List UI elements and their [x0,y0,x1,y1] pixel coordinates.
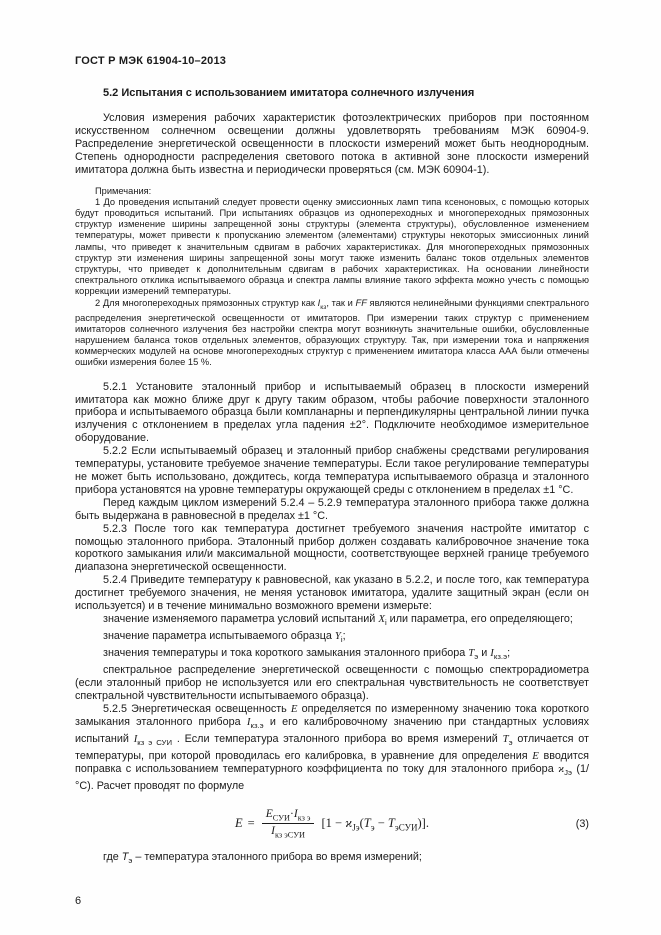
paragraph-5-2-2-equilibrium: Перед каждым циклом измерений 5.2.4 – 5.2.9 температура эталонного прибора также должна быть выдержана в равновесной в пределах ±1 °С. [75,496,589,522]
measurement-list [75,613,589,703]
formula-expression [235,808,429,840]
list-item: спектральное распределение энергетической освещенности с помощью спектрорадиометра (если эталонный прибор не используется или его спектральная чувствительность не соответствует спектральной чувствительности испытываемого образца). [75,664,589,702]
paragraph-5-2-5: 5.2.5 Энергетическая освещенность Е определяется по измеренному значению тока короткого замыкания эталонного прибора $I_{кз.э}$ и его калибровочному значению при стандартных условиях испытаний $I_{кз э СУИ}$ . Если температура эталонного прибора во время измерений $Т_э$ отличается от температуры, при которой проводилась его калибровка, в уравнение для определения Е вводится поправка с использованием температурного коэффициента по току для эталонного прибора $ϰ_{Jэ}$ (1/°С). Расчет проводят по формуле [75,702,590,792]
formula-tail: $[1 - ϰ_{Jэ}(Т_э - Т_{эСУИ})]$. [321,815,429,833]
standard-number-header: ГОСТ Р МЭК 61904-10–2013 [75,55,227,67]
formula-lhs: E [235,816,243,831]
note-1: 1 До проведения испытаний следует провести оценку эмиссионных ламп типа ксеноновых, с помощью которых будут проводиться испытаний. При испытаниях образцов из однопереходных и многопереходных прямозонных структур изменение ширины запрещенной зоны структуры (элемента структуры), обусловленное изменением температуры, может привести к пропусканию элементом (элементами) структуры некоторых эмиссионных линий лампы, что приведет к значительным сдвигам в рабочих характеристиках. Для многопереходных прямозонных структур эти изменения ширины запрещенной зоны могут также изменить баланс токов отдельных элементов структуры, что приведет к дополнительным сдвигам в рабочих характеристиках. На основании линейности спектрального отклика испытываемого образца и спектра лампы влияние такого эффекта можно учесть с помощью коррекции измерений температуры. [75,196,589,297]
formula-equals: = [247,816,255,831]
section-5-2-title: 5.2 Испытания с использованием имитатора солнечного излучения [103,87,475,99]
page-number: 6 [75,895,82,907]
notes-label: Примечания: [95,185,152,196]
where-clause: где $Т_э$ – температура эталонного прибора во время измерений; [103,850,422,865]
fraction-denominator: $I_{кз эСУИ}$ [271,825,306,840]
paragraph-5-2-2: 5.2.2 Если испытываемый образец и эталонный прибор снабжены средствами регулирования температуры, установите требуемое значение температуры. Если такое регулирование температуры не может быть использовано, дождитесь, когда температура испытываемого образца и эталонного прибора установятся на уровне температуры окружающей среды с отклонением в пределах ±1 °С. [75,445,589,496]
paragraph-5-2-4: 5.2.4 Приведите температуру к равновесной, как указано в 5.2.2, и после того, как температура достигнет требуемого значения, не меняя установок имитатора, удалите защитный экран (если он используется) и в течение минимально возможного времени измерьте: [75,574,589,613]
list-item: значение изменяемого параметра условий испытаний $X_i$ или параметра, его определяющего; [103,612,573,628]
paragraph-5-2-1: 5.2.1 Установите эталонный прибор и испытываемый образец в плоскости измерений имитатора как можно ближе друг к другу таким образом, чтобы рабочие поверхности эталонного прибора и испытываемого образца были компланарны и перпендикулярны центральной линии пучка излучения с отклонением в пределах угла падения ±2°. Подключите необходимое измерительное оборудование. [75,380,589,445]
equation-number: (3) [575,817,589,830]
intro-paragraph: Условия измерения рабочих характеристик фотоэлектрических приборов при постоянном искусственном солнечном освещении должны удовлетворять требованиям МЭК 60904-9. Распределение энергетической освещенности в плоскости измерений может быть неоднородным. Степень однородности распределения светового потока в активной зоне плоскости измерений имитатора должна быть известна и периодически проверяться (см. МЭК 60904-1). [75,112,589,176]
list-item: значения температуры и тока короткого замыкания эталонного прибора $Т_э$ и $I_{кз.э}$; [103,647,511,662]
paragraph-5-2-3: 5.2.3 После того как температура достигнет требуемого значения настройте имитатор с помощью эталонного прибора. Эталонный прибор должен создавать калибровочное значение тока короткого замыкания или/и максимальной мощности, соответствующее верхней границе требуемого диапазона энергетической освещенности. [75,522,589,574]
note-2: 2 Для многопереходных прямозонных структур как $I_{кз}$, так и FF являются нелинейными функциями спектрального распределения энергетической освещенности от имитаторов. При измерении таких структур с применением имитаторов солнечного излучения без настройки спектра могут возникнуть значительные ошибки, обусловленные нарушением баланса токов отдельных элементов, образующих структуру. Так, при измерении тока и напряжения коммерческих модулей на основе многопереходных структур с применением имитатора класса ААА были отмечены ошибки измерения более 15 %. [75,297,589,368]
list-item: значение параметра испытываемого образца $Y_i$; [103,630,346,645]
fraction-numerator: $E_{СУИ}\cdot I_{кз э}$ [262,808,315,824]
formula-fraction [262,808,315,840]
formula-block [75,807,589,841]
notes-block [75,186,589,369]
